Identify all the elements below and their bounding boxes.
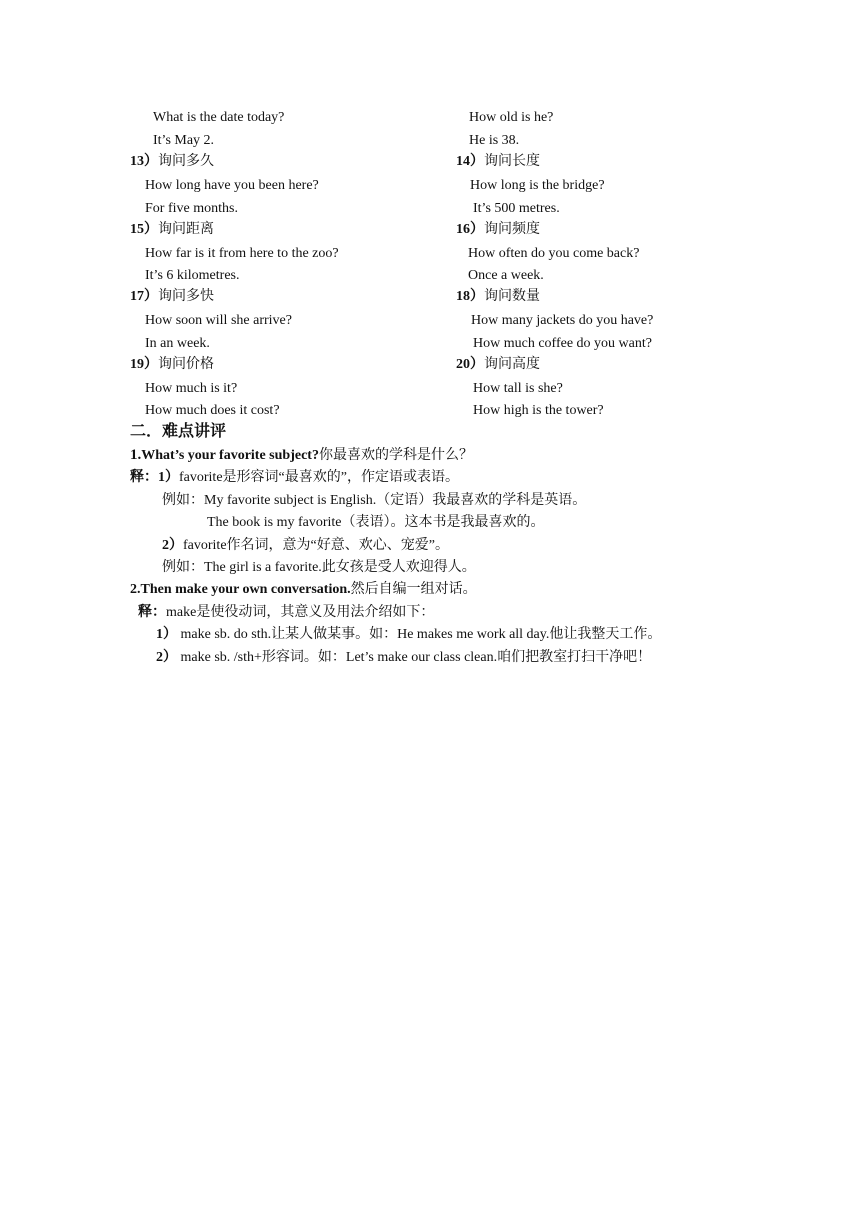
question-line: How much coffee do you want? xyxy=(473,336,652,351)
subsection-heading: 19）询问价格 xyxy=(130,357,214,372)
answer-line: It’s 6 kilometres. xyxy=(145,268,240,283)
answer-line: In an week. xyxy=(145,336,210,351)
item1-example1: 例如：My favorite subject is English.（定语）我最喜欢的学科是英语。 xyxy=(162,493,587,508)
item1-note-line1: 释：1）favorite是形容词“最喜欢的”，作定语或表语。 xyxy=(130,470,459,485)
answer-line: He is 38. xyxy=(469,133,520,148)
question-line: What is the date today? xyxy=(153,110,285,125)
item1-example3: 例如：The girl is a favorite.此女孩是受人欢迎得人。 xyxy=(162,560,476,575)
item2-note-line: 释：make是使役动词，其意义及用法介绍如下： xyxy=(138,605,435,620)
section-heading: 二．难点讲评 xyxy=(130,423,227,440)
subsection-heading: 18）询问数量 xyxy=(456,289,540,304)
item1-heading: 1.What’s your favorite subject?你最喜欢的学科是什么？ xyxy=(130,447,473,463)
question-line: How high is the tower? xyxy=(473,403,604,418)
question-line: How soon will she arrive? xyxy=(145,313,292,328)
question-line: How much does it cost? xyxy=(145,403,280,418)
question-line: How tall is she? xyxy=(473,381,563,396)
item1-example2: The book is my favorite（表语）。这本书是我最喜欢的。 xyxy=(207,515,545,530)
item2-usage1: 1） make sb. do sth.让某人做某事。如：He makes me work all day.他让我整天工作。 xyxy=(156,627,662,642)
answer-line: Once a week. xyxy=(468,268,544,283)
subsection-heading: 20）询问高度 xyxy=(456,357,540,372)
answer-line: For five months. xyxy=(145,201,238,216)
question-line: How far is it from here to the zoo? xyxy=(145,246,339,261)
subsection-heading: 17）询问多快 xyxy=(130,289,214,304)
subsection-heading: 16）询问频度 xyxy=(456,222,540,237)
subsection-heading: 15）询问距离 xyxy=(130,222,214,237)
answer-line: It’s May 2. xyxy=(153,133,215,148)
question-line: How many jackets do you have? xyxy=(471,313,654,328)
item1-note-line2: 2）favorite作名词，意为“好意、欢心、宠爱”。 xyxy=(162,538,449,553)
subsection-heading: 14）询问长度 xyxy=(456,154,540,169)
question-line: How much is it? xyxy=(145,381,238,396)
question-line: How long have you been here? xyxy=(145,178,319,193)
item2-usage2: 2） make sb. /sth+形容词。如：Let’s make our class clean.咱们把教室打扫干净吧！ xyxy=(156,650,652,665)
question-line: How often do you come back? xyxy=(468,246,640,261)
question-line: How long is the bridge? xyxy=(470,178,605,193)
question-line: How old is he? xyxy=(469,110,554,125)
answer-line: It’s 500 metres. xyxy=(473,201,560,216)
subsection-heading: 13）询问多久 xyxy=(130,154,214,169)
item2-heading: 2.Then make your own conversation.然后自编一组对话。 xyxy=(130,582,477,597)
